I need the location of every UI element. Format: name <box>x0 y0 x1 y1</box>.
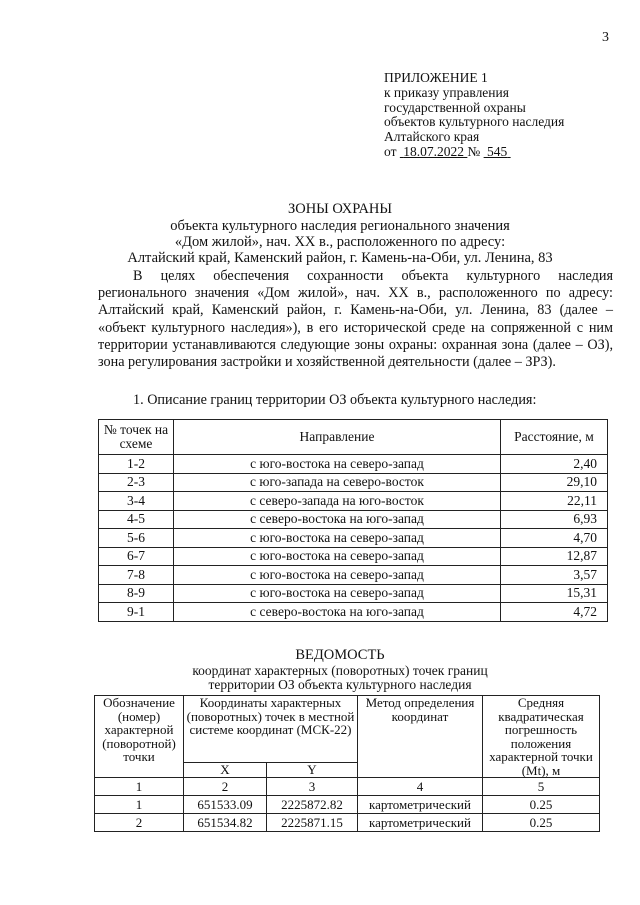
column-number: 3 <box>267 778 358 796</box>
table-row <box>99 584 608 603</box>
cell-distance: 15,31 <box>501 584 608 603</box>
header-points: № точек на схеме <box>99 420 174 455</box>
cell-direction: с северо-востока на юго-запад <box>174 603 501 622</box>
number-sign: № <box>467 143 481 159</box>
header-designation: Обозначение (номер) характерной (поворотной) точки <box>95 696 184 778</box>
appendix-line: государственной охраны <box>384 99 526 115</box>
cell-distance: 2,40 <box>501 455 608 474</box>
table-row <box>99 603 608 622</box>
cell-method: картометрический <box>358 796 483 814</box>
heading-line: «Дом жилой», нач. ХХ в., расположенного по адресу: <box>174 234 506 250</box>
header-direction: Направление <box>174 420 501 455</box>
date-prefix: от <box>384 143 397 159</box>
table-row <box>95 796 600 814</box>
cell-direction: с юго-востока на северо-запад <box>174 566 501 585</box>
cell-distance: 29,10 <box>501 473 608 492</box>
cell-designation: 1 <box>95 796 184 814</box>
table-row <box>95 814 600 832</box>
table-row <box>99 473 608 492</box>
appendix-line: к приказу управления <box>384 84 509 100</box>
document-heading: ЗОНЫ ОХРАНЫ <box>287 201 393 217</box>
table-row <box>99 529 608 548</box>
cell-distance: 12,87 <box>501 547 608 566</box>
table-row <box>99 566 608 585</box>
cell-direction: с юго-востока на северо-запад <box>174 584 501 603</box>
cell-distance: 22,11 <box>501 492 608 511</box>
cell-points: 2-3 <box>99 473 174 492</box>
cell-points: 7-8 <box>99 566 174 585</box>
table-row <box>99 492 608 511</box>
header-distance: Расстояние, м <box>501 420 608 455</box>
cell-distance: 4,70 <box>501 529 608 548</box>
cell-points: 3-4 <box>99 492 174 511</box>
header-coordinates: Координаты характерных (поворотных) точек в местной системе координат (МСК-22) <box>184 696 358 763</box>
cell-distance: 3,57 <box>501 566 608 585</box>
vedomost-line: территории ОЗ объекта культурного наследия <box>208 677 472 692</box>
cell-designation: 2 <box>95 814 184 832</box>
column-number: 5 <box>483 778 600 796</box>
cell-points: 9-1 <box>99 603 174 622</box>
cell-points: 1-2 <box>99 455 174 474</box>
boundary-table <box>98 419 608 622</box>
table-row <box>99 547 608 566</box>
cell-points: 5-6 <box>99 529 174 548</box>
cell-direction: с северо-востока на юго-запад <box>174 510 501 529</box>
cell-y: 2225871.15 <box>267 814 358 832</box>
vedomost-line: координат характерных (поворотных) точек границ <box>192 663 488 678</box>
appendix-line: объектов культурного наследия <box>384 114 565 130</box>
table-header-row <box>95 696 600 763</box>
table-header-row <box>99 420 608 455</box>
cell-distance: 6,93 <box>501 510 608 529</box>
page-number: 3 <box>602 30 609 45</box>
cell-direction: с северо-запада на юго-восток <box>174 492 501 511</box>
column-number-row <box>95 778 600 796</box>
appendix-date-line <box>384 145 564 160</box>
cell-direction: с юго-востока на северо-запад <box>174 455 501 474</box>
table-row <box>99 510 608 529</box>
appendix-title: ПРИЛОЖЕНИЕ 1 <box>384 70 488 85</box>
header-y: Y <box>267 763 358 778</box>
cell-y: 2225872.82 <box>267 796 358 814</box>
vedomost-heading: ВЕДОМОСТЬ <box>295 647 385 663</box>
header-x: X <box>184 763 267 778</box>
section-1-heading: 1. Описание границ территории ОЗ объекта культурного наследия: <box>133 392 537 408</box>
cell-accuracy: 0.25 <box>483 796 600 814</box>
table-row <box>99 455 608 474</box>
header-accuracy: Средняя квадратическая погрешность положения характерной точки (Mt), м <box>483 696 600 778</box>
cell-direction: с юго-востока на северо-запад <box>174 547 501 566</box>
appendix-block <box>384 71 564 160</box>
cell-direction: с юго-востока на северо-запад <box>174 529 501 548</box>
cell-direction: с юго-запада на северо-восток <box>174 473 501 492</box>
order-number: 545 <box>487 143 508 159</box>
cell-points: 4-5 <box>99 510 174 529</box>
cell-points: 6-7 <box>99 547 174 566</box>
column-number: 2 <box>184 778 267 796</box>
coordinates-table <box>94 695 600 832</box>
column-number: 4 <box>358 778 483 796</box>
cell-accuracy: 0.25 <box>483 814 600 832</box>
order-date: 18.07.2022 <box>403 143 464 159</box>
header-method: Метод определения координат <box>358 696 483 778</box>
column-number: 1 <box>95 778 184 796</box>
cell-points: 8-9 <box>99 584 174 603</box>
cell-distance: 4,72 <box>501 603 608 622</box>
cell-x: 651534.82 <box>184 814 267 832</box>
intro-paragraph: В целях обеспечения сохранности объекта культурного наследия регионального значения «Дом жилой», нач. ХХ в., расположенного по адресу: Алтайский край, Каменский район, г. Камень-на-Оби, ул. Ленина, 83 (далее – «объект культурного наследия»), в его исторической среде на сопряженной с ним территории устанавливаются следующие зоны охраны: охранная зона (далее – ОЗ), зона регулирования застройки и хозяйственной деятельности (далее – ЗРЗ). <box>98 268 613 371</box>
heading-line: объекта культурного наследия регионального значения <box>170 218 510 234</box>
appendix-line: Алтайского края <box>384 129 480 145</box>
heading-line: Алтайский край, Каменский район, г. Камень-на-Оби, ул. Ленина, 83 <box>127 250 553 266</box>
cell-method: картометрический <box>358 814 483 832</box>
cell-x: 651533.09 <box>184 796 267 814</box>
